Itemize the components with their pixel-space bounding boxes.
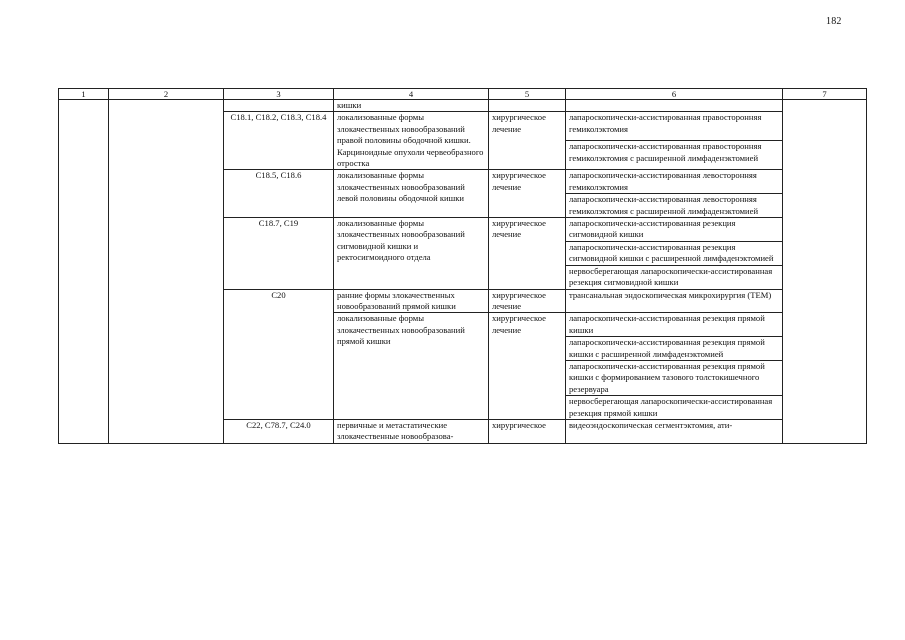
cell-treatment <box>489 100 566 112</box>
cell-method: лапароскопически-ассистированная правосторонняя гемиколэктомия <box>566 112 783 141</box>
cell-method: лапароскопически-ассистированная резекция прямой кишки с формированием тазового толстокишечного резервуара <box>566 360 783 395</box>
cell-description: первичные и метастатические злокачественные новообразова- <box>334 419 489 443</box>
cell-description: локализованные формы злокачественных новообразований прямой кишки <box>334 313 489 420</box>
cell-codes: C18.7, C19 <box>224 218 334 289</box>
cell-method: лапароскопически-ассистированная резекция прямой кишки с расширенной лимфаденэктомией <box>566 337 783 361</box>
cell-description: локализованные формы злокачественных новообразований левой половины ободочной кишки <box>334 170 489 218</box>
cell-col7 <box>783 100 867 444</box>
cell-codes: C20 <box>224 289 334 419</box>
cell-description: ранние формы злокачественных новообразований прямой кишки <box>334 289 489 313</box>
cell-method: нервосберегающая лапароскопически-ассистированная резекция сигмовидной кишки <box>566 265 783 289</box>
cell-method <box>566 100 783 112</box>
cell-method: нервосберегающая лапароскопически-ассистированная резекция прямой кишки <box>566 396 783 420</box>
cell-treatment: хирургическое лечение <box>489 218 566 289</box>
cell-treatment: хирургическое лечение <box>489 170 566 218</box>
cell-treatment: хирургическое <box>489 419 566 443</box>
cell-method: видеоэндоскопическая сегментэктомия, ати- <box>566 419 783 443</box>
column-header-row <box>59 89 867 100</box>
cell-codes: C22, C78.7, C24.0 <box>224 419 334 443</box>
cell-continuation: кишки <box>334 100 489 112</box>
cell-treatment: хирургическое лечение <box>489 313 566 420</box>
cell-col1 <box>59 100 109 444</box>
column-header: 3 <box>224 89 334 100</box>
cell-method: лапароскопически-ассистированная левосторонняя гемиколэктомия с расширенной лимфаденэктомией <box>566 194 783 218</box>
cell-treatment: хирургическое лечение <box>489 289 566 313</box>
cell-codes <box>224 100 334 112</box>
page-number: 182 <box>826 16 842 27</box>
cell-method: лапароскопически-ассистированная левосторонняя гемиколэктомия <box>566 170 783 194</box>
column-header: 2 <box>109 89 224 100</box>
column-header: 6 <box>566 89 783 100</box>
cell-method: лапароскопически-ассистированная резекция прямой кишки <box>566 313 783 337</box>
column-header: 4 <box>334 89 489 100</box>
column-header: 5 <box>489 89 566 100</box>
cell-description: локализованные формы злокачественных новообразований сигмовидной кишки и ректосигмоидного отдела <box>334 218 489 289</box>
column-header: 7 <box>783 89 867 100</box>
table-row <box>59 100 867 112</box>
cell-col2 <box>109 100 224 444</box>
cell-description: локализованные формы злокачественных новообразований правой половины ободочной кишки. Карциноидные опухоли червеобразного отростка <box>334 112 489 170</box>
column-header: 1 <box>59 89 109 100</box>
cell-treatment: хирургическое лечение <box>489 112 566 170</box>
cell-method: трансанальная эндоскопическая микрохирургия (TEM) <box>566 289 783 313</box>
cell-method: лапароскопически-ассистированная резекция сигмовидной кишки <box>566 218 783 242</box>
document-table-container <box>58 88 866 444</box>
cell-codes: C18.1, C18.2, C18.3, C18.4 <box>224 112 334 170</box>
cell-method: лапароскопически-ассистированная резекция сигмовидной кишки с расширенной лимфаденэктомией <box>566 241 783 265</box>
cell-codes: C18.5, C18.6 <box>224 170 334 218</box>
cell-method: лапароскопически-ассистированная правосторонняя гемиколэктомия с расширенной лимфаденэктомией <box>566 141 783 170</box>
medical-procedures-table <box>58 88 867 444</box>
